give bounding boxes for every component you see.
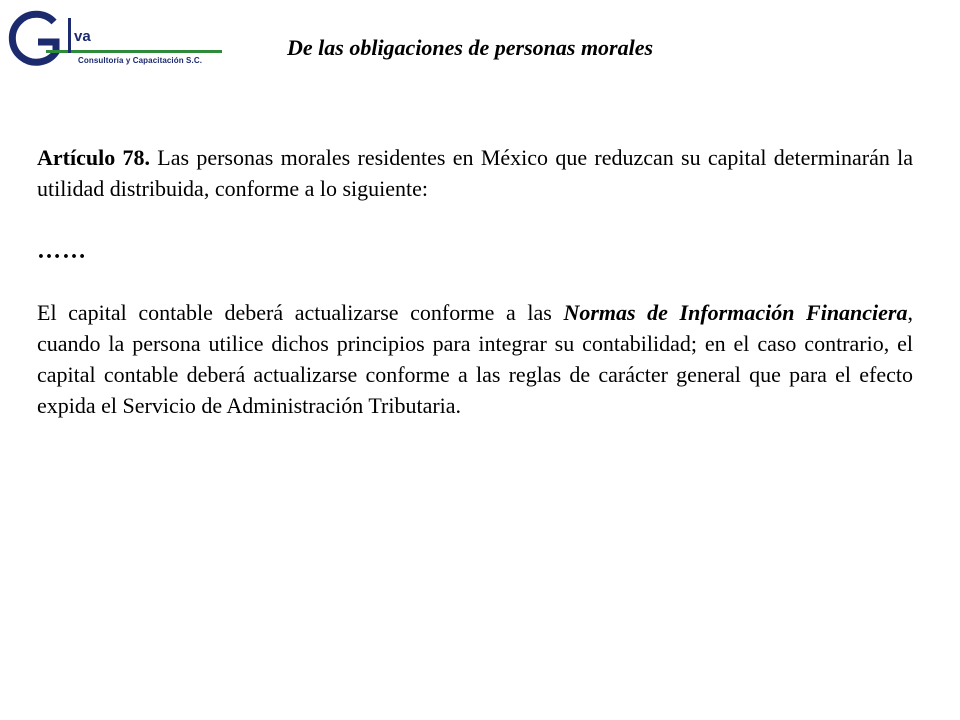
- capital-emphasis: Normas de Información Financiera: [563, 300, 908, 325]
- logo-g-shape: [12, 14, 56, 62]
- article-paragraph: [37, 142, 913, 204]
- company-logo: [4, 10, 229, 74]
- capital-text-before: El capital contable deberá actualizarse conforme a las: [37, 300, 564, 325]
- capital-text-after: , cuando la persona utilice dichos principios para integrar su contabilidad; en el caso contrario, el capital contable deberá actualizarse conforme a las reglas de carácter general que para el efecto expida el Servicio de Administración Tributaria.: [37, 300, 913, 418]
- article-text: Las personas morales residentes en México que reduzcan su capital determinarán la utilidad distribuida, conforme a lo siguiente:: [37, 145, 914, 201]
- logo-tagline: Consultoría y Capacitación S.C.: [78, 56, 203, 65]
- logo-green-line: [46, 50, 222, 53]
- article-lead: Artículo 78.: [37, 145, 150, 170]
- logo-navy-bar: [68, 18, 71, 53]
- logo-va-text: va: [74, 28, 91, 45]
- capital-paragraph: [37, 297, 913, 421]
- omission-ellipsis: ……: [37, 238, 87, 264]
- page-title: De las obligaciones de personas morales: [287, 35, 654, 60]
